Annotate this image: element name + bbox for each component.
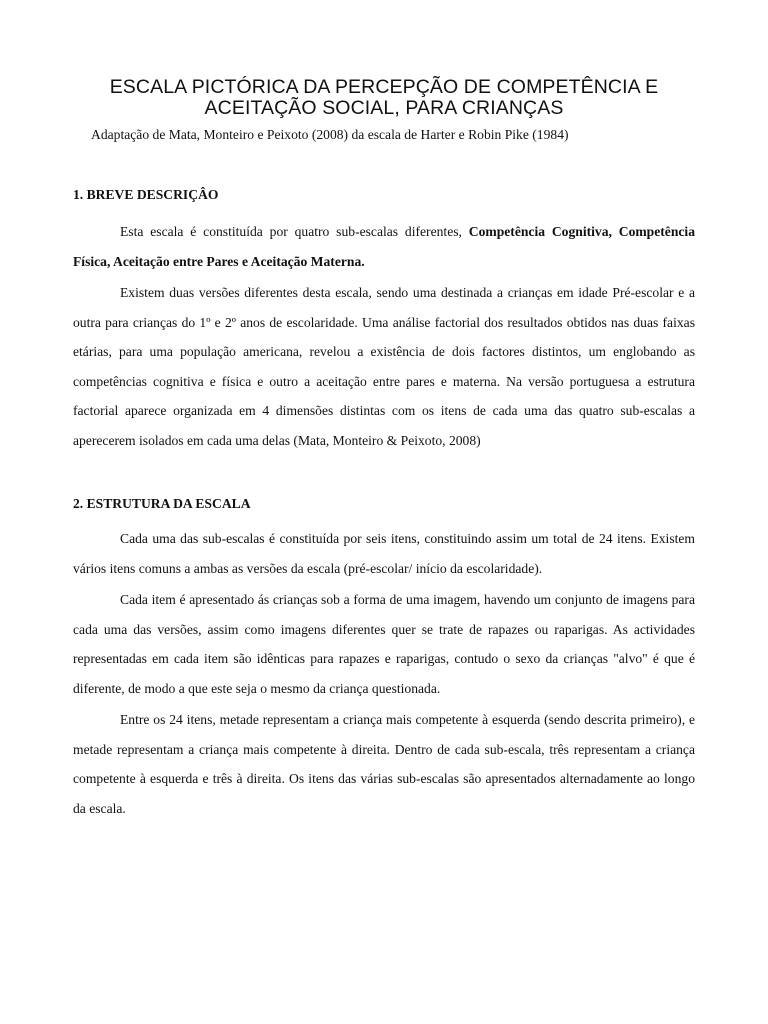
document-subtitle: Adaptação de Mata, Monteiro e Peixoto (2008) da escala de Harter e Robin Pike (1984) xyxy=(91,127,569,142)
section-1-paragraph-2: Existem duas versões diferentes desta escala, sendo uma destinada a crianças em idade Pré-escolar e a outra para crianças do 1º e 2º anos de escolaridade. Uma análise factorial dos resultados obtidos nas duas faixas etárias, para uma população americana, revelou a existência de dois factores distintos, um englobando as competências cognitiva e física e outro a aceitação entre pares e materna. Na versão portuguesa a estrutura factorial aparece organizada em 4 dimensões distintas com os itens de cada uma das quatro sub-escalas a aperecerem isolados em cada uma delas (Mata, Monteiro & Peixoto, 2008) xyxy=(73,285,695,448)
section-1-paragraph-1-bold: Competência Cognitiva, Competência Física, Aceitação entre Pares e Aceitação Materna. xyxy=(73,224,696,269)
section-1-paragraph-1-text: Esta escala é constituída por quatro sub-escalas diferentes, xyxy=(120,224,469,239)
title-line-2: ACEITAÇÃO SOCIAL, PARA CRIANÇAS xyxy=(204,97,564,119)
section-2-paragraph-3: Entre os 24 itens, metade representam a criança mais competente à esquerda (sendo descrita primeiro), e metade representam a criança mais competente à direita. Dentro de cada sub-escala, três representam a criança competente à esquerda e três à direita. Os itens das várias sub-escalas são apresentados alternadamente ao longo da escala. xyxy=(73,712,695,816)
section-1-paragraph-1 xyxy=(73,217,695,276)
title-line-1: ESCALA PICTÓRICA DA PERCEPÇÃO DE COMPETÊNCIA E xyxy=(109,76,659,98)
section-1-heading: 1. BREVE DESCRIÇÂO xyxy=(73,187,219,202)
document-title xyxy=(73,0,695,119)
section-2-paragraph-2: Cada item é apresentado ás crianças sob a forma de uma imagem, havendo um conjunto de imagens para cada uma das versões, assim como imagens diferentes quer se trate de rapazes ou raparigas. As actividades representadas em cada item são idênticas para rapazes e raparigas, contudo o sexo da crianças "alvo" é que é diferente, de modo a que este seja o mesmo da criança questionada. xyxy=(73,592,695,696)
section-2-heading: 2. ESTRUTURA DA ESCALA xyxy=(73,496,251,511)
section-2-paragraph-1: Cada uma das sub-escalas é constituída por seis itens, constituindo assim um total de 24 itens. Existem vários itens comuns a ambas as versões da escala (pré-escolar/ início da escolaridade). xyxy=(73,531,695,576)
